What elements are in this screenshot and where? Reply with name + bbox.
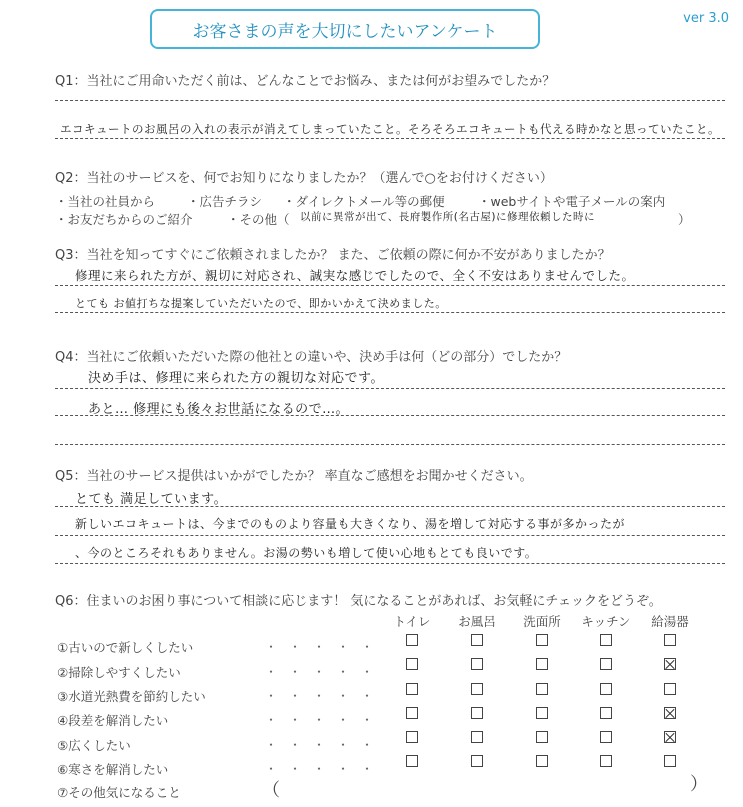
row-label-steps: ④段差を解消したい — [57, 713, 169, 728]
checkbox-row6-washroom[interactable] — [536, 755, 548, 767]
checkbox-row5-washroom[interactable] — [536, 731, 548, 743]
checkbox-row3-bath[interactable] — [471, 683, 483, 695]
q2-option-web: ・webサイトや電子メールの案内 — [478, 194, 666, 209]
leader-dots: ・・・・・ — [265, 762, 386, 776]
survey-title-text: お客さまの声を大切にしたいアンケート — [192, 21, 498, 42]
row-label-cleaning: ②掃除しやすくしたい — [57, 665, 181, 680]
checkbox-row2-washroom[interactable] — [536, 658, 548, 670]
q4-line-1 — [55, 388, 725, 389]
col-header-toilet: トイレ — [393, 614, 431, 629]
q3-answer-line-1: 修理に来られた方が、親切に対応され、誠実な感じでしたので、全く不安はありませんでした。 — [75, 268, 635, 283]
q4-line-2 — [55, 415, 725, 416]
q2-option-direct-mail: ・ダイレクトメール等の郵便 — [283, 194, 445, 209]
q1-question: Q1：当社にご用命いただく前は、どんなことでお悩み、または何がお望みでしたか？ — [55, 74, 556, 89]
checkbox-row6-water-heater[interactable] — [664, 755, 676, 767]
checkbox-row2-bath[interactable] — [471, 658, 483, 670]
leader-dots: ・・・・・ — [265, 738, 386, 752]
checkbox-row4-bath[interactable] — [471, 707, 483, 719]
checkbox-row2-water-heater[interactable] — [664, 658, 676, 670]
checkbox-row3-toilet[interactable] — [406, 683, 418, 695]
q3-line-1 — [55, 285, 725, 286]
checkbox-row5-bath[interactable] — [471, 731, 483, 743]
checkbox-row6-bath[interactable] — [471, 755, 483, 767]
q5-line-2 — [55, 535, 725, 536]
q3-line-2 — [55, 312, 725, 313]
checkbox-row5-kitchen[interactable] — [600, 731, 612, 743]
q2-option-flyer: ・広告チラシ — [187, 194, 263, 209]
q5-line-1 — [55, 506, 725, 507]
q1-line-2 — [55, 138, 725, 139]
q1-line-1 — [55, 100, 725, 101]
checkbox-row3-washroom[interactable] — [536, 683, 548, 695]
checkbox-row5-toilet[interactable] — [406, 731, 418, 743]
col-header-bath: お風呂 — [458, 614, 496, 629]
q3-question: Q3：当社を知ってすぐにご依頼されましたか？ また、ご依頼の際に何か不安がありましたか？ — [55, 248, 611, 263]
checkbox-row2-kitchen[interactable] — [600, 658, 612, 670]
q5-answer-line-3: 、今のところそれもありません。お湯の勢いも増して使い心地もとても良いです。 — [75, 546, 538, 560]
checkbox-row1-water-heater[interactable] — [664, 634, 676, 646]
checkbox-row5-water-heater[interactable] — [664, 731, 676, 743]
q2-other-answer: 以前に異常が出て、長府製作所(名古屋)に修理依頼した時に — [300, 211, 595, 223]
leader-dots: ・・・・・ — [265, 713, 386, 727]
q5-answer-line-2: 新しいエコキュートは、今までのものより容量も大きくなり、湯を増して対応する事が多かったが — [75, 517, 626, 531]
col-header-washroom: 洗面所 — [523, 614, 561, 629]
checkbox-row3-kitchen[interactable] — [600, 683, 612, 695]
version-label: ver 3.0 — [683, 11, 729, 26]
q2-option-friend: ・お友だちからのご紹介 — [55, 212, 193, 227]
q4-answer-line-2: あと… 修理にも後々お世話になるので…。 — [88, 402, 350, 417]
q6-other-close-paren: ） — [690, 774, 708, 795]
checkbox-row4-water-heater[interactable] — [664, 707, 676, 719]
leader-dots: ・・・・・ — [265, 640, 386, 654]
leader-dots: ・・・・・ — [265, 689, 386, 703]
col-header-kitchen: キッチン — [581, 614, 631, 629]
q4-question: Q4：当社にご依頼いただいた際の他社との違いや、決め手は何（どの部分）でしたか？ — [55, 350, 568, 365]
row-label-wider: ⑤広くしたい — [57, 738, 131, 753]
q2-question: Q2：当社のサービスを、何でお知りになりましたか？（選んで○をお付けください） — [55, 171, 553, 186]
checkbox-row6-kitchen[interactable] — [600, 755, 612, 767]
leader-dots: ・・・・・ — [265, 665, 386, 679]
q5-answer-line-1: とても 満足しています。 — [75, 492, 228, 507]
checkbox-row2-toilet[interactable] — [406, 658, 418, 670]
q2-option-staff: ・当社の社員から — [55, 194, 156, 209]
row-label-old: ①古いので新しくしたい — [57, 640, 194, 655]
checkbox-row3-water-heater[interactable] — [664, 683, 676, 695]
col-header-water-heater: 給湯器 — [651, 614, 689, 629]
q6-question: Q6：住まいのお困り事について相談に応じます！ 気になることがあれば、お気軽にチェックをどうぞ。 — [55, 594, 662, 609]
checkbox-row1-washroom[interactable] — [536, 634, 548, 646]
checkbox-row1-bath[interactable] — [471, 634, 483, 646]
q4-answer-line-1: 決め手は、修理に来られた方の親切な対応です。 — [88, 371, 384, 386]
checkbox-row1-kitchen[interactable] — [600, 634, 612, 646]
checkbox-row4-kitchen[interactable] — [600, 707, 612, 719]
checkbox-row1-toilet[interactable] — [406, 634, 418, 646]
q2-close-paren: ） — [678, 212, 691, 227]
checkbox-row4-washroom[interactable] — [536, 707, 548, 719]
q4-line-3 — [55, 444, 725, 445]
checkbox-row6-toilet[interactable] — [406, 755, 418, 767]
row-label-other: ⑦その他気になること — [57, 785, 181, 800]
q1-answer: エコキュートのお風呂の入れの表示が消えてしまっていたこと。そろそろエコキュートも代える時かなと思っていたこと。 — [60, 122, 720, 136]
q6-other-open-paren: （ — [262, 780, 280, 801]
row-label-cold: ⑥寒さを解消したい — [57, 762, 169, 777]
q2-option-other: ・その他（ — [227, 212, 290, 227]
checkbox-row4-toilet[interactable] — [406, 707, 418, 719]
q3-answer-line-2: とても お値打ちな提案していただいたので、即かいかえて決めました。 — [75, 297, 447, 310]
survey-title — [150, 9, 540, 49]
row-label-utility-cost: ③水道光熱費を節約したい — [57, 689, 206, 704]
q5-question: Q5：当社のサービス提供はいかがでしたか？ 率直なご感想をお聞かせください。 — [55, 469, 533, 484]
q5-line-3 — [55, 563, 725, 564]
